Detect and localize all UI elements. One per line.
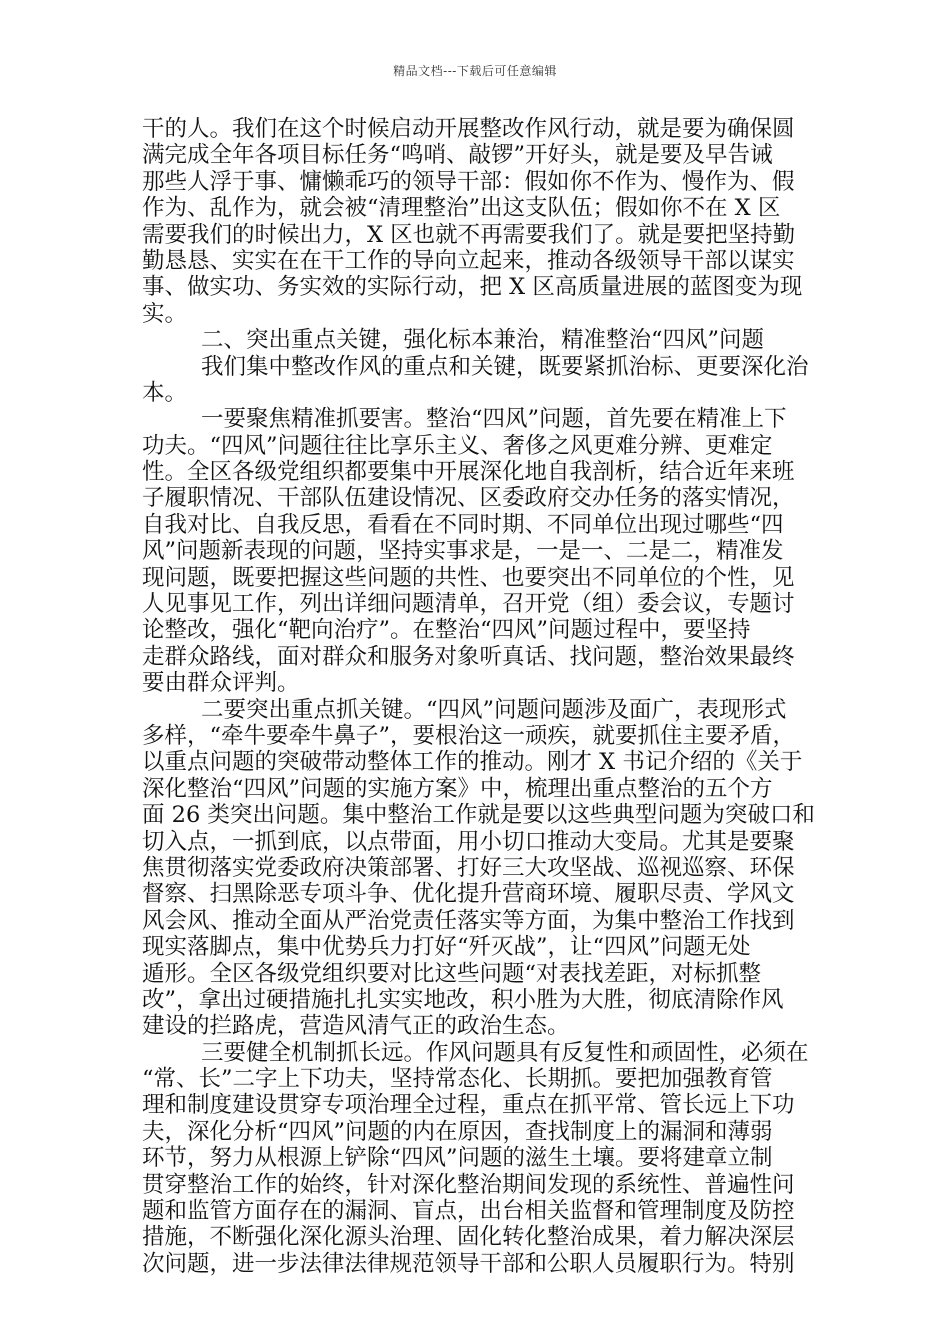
text-line: 风会风、推动全面从严治党责任落实等方面，为集中整治工作找到 — [142, 907, 795, 934]
text-line: 事、做实功、务实效的实际行动，把 X 区高质量进展的蓝图变为现 — [142, 274, 803, 301]
text-line: 干的人。我们在这个时候启动开展整改作风行动，就是要为确保圆 — [142, 116, 795, 142]
text-line: 满完成全年各项目标任务“鸣哨、敲锣”开好头，就是要及早告诫 — [142, 142, 773, 169]
text-line: 本。 — [142, 379, 188, 406]
text-line: 勤恳恳、实实在在干工作的导向立起来，推动各级领导干部以谋实 — [142, 247, 795, 274]
text-line: 那些人浮于事、慵懒乖巧的领导干部：假如你不作为、慢作为、假 — [142, 168, 795, 195]
text-line: 人见事见工作，列出详细问题清单，召开党（组）委会议，专题讨 — [142, 591, 795, 618]
text-line: 一要聚焦精准抓要害。整治“四风”问题，首先要在精准上下 — [201, 406, 787, 433]
text-line: 风”问题新表现的问题，坚持实事求是，一是一、二是二，精准发 — [142, 538, 784, 565]
text-line: 性。全区各级党组织都要集中开展深化地自我剖析，结合近年来班 — [142, 459, 795, 486]
text-line: 要由群众评判。 — [142, 670, 300, 697]
text-line: “常、长”二字上下功夫，坚持常态化、长期抓。要把加强教育管 — [142, 1066, 773, 1093]
text-line: 以重点问题的突破带动整体工作的推动。刚才 X 书记介绍的《关于 — [142, 749, 803, 776]
text-line: 夫，深化分析“四风”问题的内在原因，查找制度上的漏洞和薄弱 — [142, 1118, 773, 1145]
text-line: 改”，拿出过硬措施扎扎实实地改，积小胜为大胜，彻底清除作风 — [142, 986, 784, 1013]
text-line: 论整改，强化“靶向治疗”。在整治“四风”问题过程中，要坚持 — [142, 617, 751, 644]
text-line: 自我对比、自我反思，看看在不同时期、不同单位出现过哪些“四 — [142, 511, 784, 538]
text-line: 焦贯彻落实党委政府决策部署、打好三大攻坚战、巡视巡察、环保 — [142, 854, 795, 881]
text-line: 现实落脚点，集中优势兵力打好“歼灭战”，让“四风”问题无处 — [142, 934, 751, 961]
text-line: 理和制度建设贯穿专项治理全过程，重点在抓平常、管长远上下功 — [142, 1092, 795, 1119]
text-line: 贯穿整治工作的始终，针对深化整治期间发现的系统性、普遍性问 — [142, 1171, 795, 1198]
text-line: 遁形。全区各级党组织要对比这些问题“对表找差距，对标抓整 — [142, 960, 762, 987]
text-line: 督察、扫黑除恶专项斗争、优化提升营商环境、履职尽责、学风文 — [142, 881, 795, 908]
text-line: 我们集中整改作风的重点和关键，既要紧抓治标、更要深化治 — [201, 353, 809, 380]
text-line: 面 26 类突出问题。集中整治工作就是要以这些典型问题为突破口和 — [142, 802, 815, 829]
text-line: 走群众路线，面对群众和服务对象听真话、找问题，整治效果最终 — [142, 643, 795, 670]
text-line: 多样，“牵牛要牵牛鼻子”，要根治这一顽疾，就要抓住主要矛盾， — [142, 722, 796, 749]
text-line: 切入点，一抓到底，以点带面，用小切口推动大变局。尤其是要聚 — [142, 828, 795, 855]
text-line: 二、突出重点关键，强化标本兼治，精准整治“四风”问题 — [201, 327, 765, 354]
text-line: 环节，努力从根源上铲除“四风”问题的滋生土壤。要将建章立制 — [142, 1145, 773, 1172]
text-line: 题和监管方面存在的漏洞、盲点，出台相关监督和管理制度及防控 — [142, 1198, 795, 1225]
text-line: 次问题，进一步法律法律规范领导干部和公职人员履职行为。特别 — [142, 1250, 795, 1277]
document-body — [142, 116, 818, 1277]
text-line: 功夫。“四风”问题往往比享乐主义、奢侈之风更难分辨、更难定 — [142, 432, 773, 459]
text-line: 建设的拦路虎，营造风清气正的政治生态。 — [142, 1013, 570, 1040]
text-line: 作为、乱作为，就会被“清理整治”出这支队伍；假如你不在 X 区 — [142, 195, 781, 222]
text-line: 需要我们的时候出力，X 区也就不再需要我们了。就是要把坚持勤 — [142, 221, 796, 248]
text-line: 深化整治“四风”问题的实施方案》中，梳理出重点整治的五个方 — [142, 775, 773, 802]
page-header: 精品文档---下载后可任意编辑 — [393, 64, 557, 78]
text-line: 现问题，既要把握这些问题的共性、也要突出不同单位的个性，见 — [142, 564, 795, 591]
text-line: 措施，不断强化深化源头治理、固化转化整治成果，着力解决深层 — [142, 1224, 795, 1251]
text-line: 子履职情况、干部队伍建设情况、区委政府交办任务的落实情况， — [142, 485, 795, 512]
text-line: 实。 — [142, 300, 188, 327]
text-line: 二要突出重点抓关键。“四风”问题问题涉及面广，表现形式 — [201, 696, 787, 723]
text-line: 三要健全机制抓长远。作风问题具有反复性和顽固性，必须在 — [201, 1039, 809, 1066]
